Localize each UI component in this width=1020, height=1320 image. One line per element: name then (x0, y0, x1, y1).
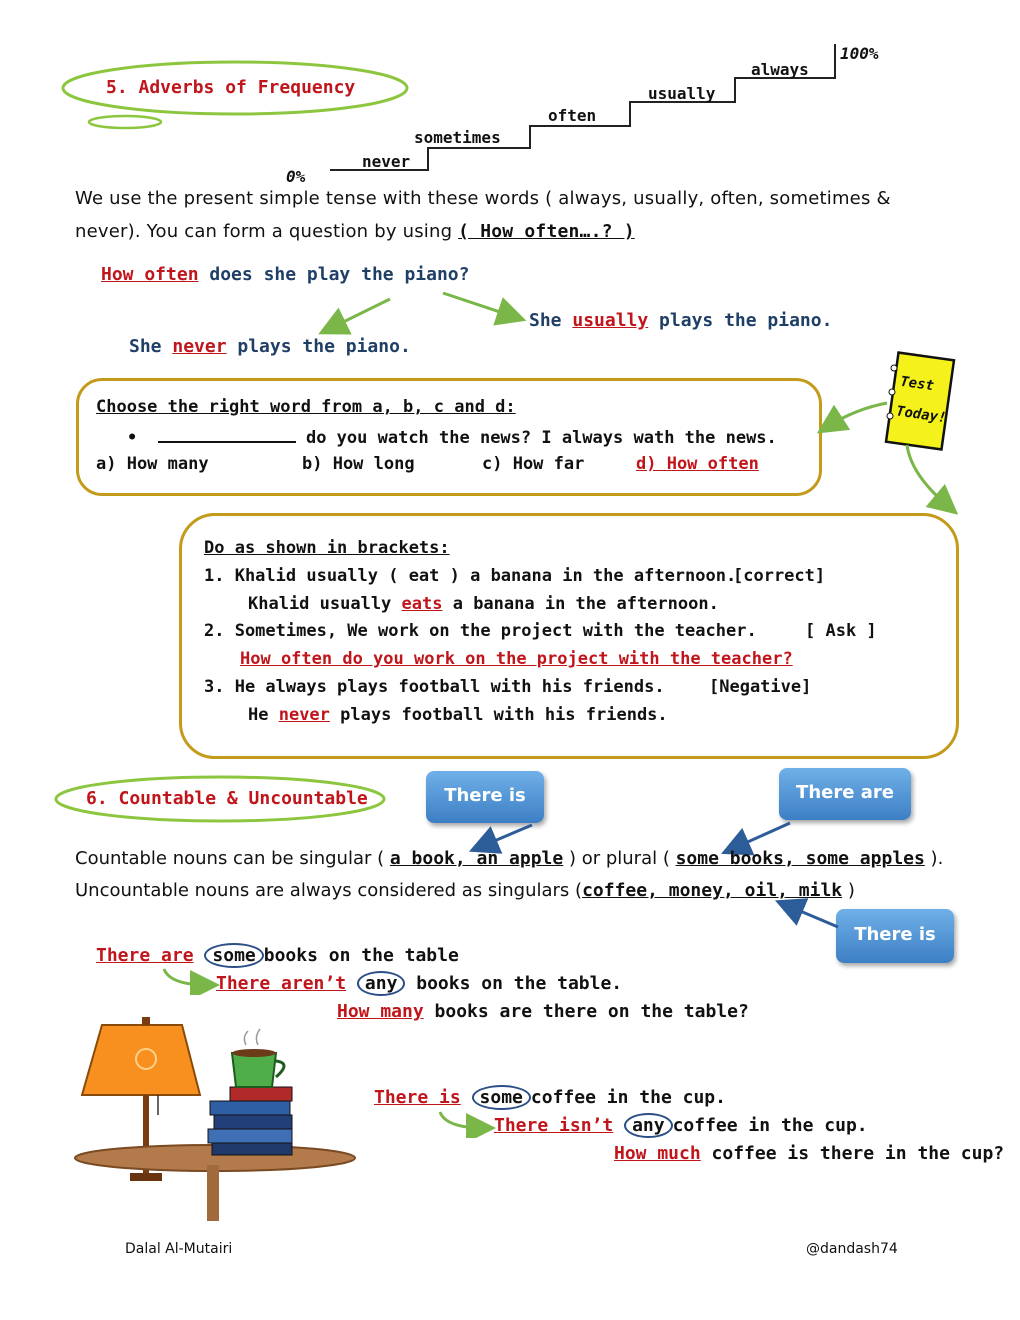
circled-any-2: any (624, 1113, 673, 1138)
answer-usually-highlight: usually (572, 310, 649, 331)
quiz-blank (158, 425, 296, 443)
arrow-to-negative (160, 965, 220, 995)
section5-title: 5. Adverbs of Frequency (106, 77, 356, 98)
footer-handle: @dandash74 (806, 1241, 898, 1257)
percent-low: 0% (286, 167, 306, 186)
example-there-arent-rest: books on the table. (405, 973, 623, 994)
example-how-many (337, 1001, 749, 1022)
countable-singular-examples: a book, an apple (389, 848, 564, 869)
table-lamp-books-cup-illustration (70, 1015, 370, 1225)
callout-there-is-singular: There is (426, 771, 544, 823)
quiz-heading: Choose the right word from a, b, c and d: (96, 397, 516, 417)
brackets-q3: 3. He always plays football with his friends. (204, 677, 665, 697)
example-there-isnt-rest: coffee in the cup. (672, 1115, 868, 1136)
brackets-q1-tag: [correct] (733, 566, 826, 586)
brackets-q2: 2. Sometimes, We work on the project with the teacher. (204, 621, 757, 641)
brackets-a1-highlight: eats (401, 594, 443, 614)
intro-line-2 (75, 221, 635, 242)
uncountable-examples: coffee, money, oil, milk (582, 880, 843, 901)
example-there-is (374, 1087, 726, 1108)
stair-usually: usually (648, 84, 716, 103)
example-there-isnt-highlight: There isn’t (494, 1115, 614, 1136)
brackets-a1-pre: Khalid usually (248, 594, 402, 614)
example-how-much-rest: coffee is there in the cup? (700, 1143, 1005, 1164)
answer-never-post: plays the piano. (226, 336, 411, 357)
brackets-q1: 1. Khalid usually ( eat ) a banana in the afternoon. (204, 566, 737, 586)
brackets-a3-post: plays football with his friends. (329, 705, 668, 725)
example-question-highlight: How often (101, 264, 199, 285)
countable-plural-examples: some books, some apples (675, 848, 925, 869)
answer-never-highlight: never (172, 336, 227, 357)
answer-usually (529, 310, 832, 331)
arrow-to-negative-2 (436, 1108, 496, 1138)
uncountable-line (75, 880, 855, 901)
intro-line-1: We use the present simple tense with these words ( always, usually, often, sometimes & (75, 188, 891, 209)
example-how-many-rest: books are there on the table? (423, 1001, 749, 1022)
example-there-arent-highlight: There aren’t (216, 973, 347, 994)
example-there-is-highlight: There is (374, 1087, 461, 1108)
quiz-question-text: do you watch the news? I always wath the news. (295, 428, 777, 448)
countable-line-pre: Countable nouns can be singular ( (75, 848, 390, 869)
note-arrows (815, 395, 965, 520)
example-there-are-highlight: There are (96, 945, 194, 966)
answer-never-pre: She (129, 336, 173, 357)
stair-sometimes: sometimes (414, 128, 501, 147)
example-there-are-rest: books on the table (263, 945, 459, 966)
uncountable-line-pre: Uncountable nouns are always considered as singulars ( (75, 880, 583, 901)
circled-some-2: some (472, 1085, 531, 1110)
how-often-question-form: ( How often….? ) (458, 221, 635, 242)
note-line-2: Today! (895, 403, 948, 427)
stair-always: always (751, 60, 809, 79)
example-there-isnt (494, 1115, 868, 1136)
footer-author: Dalal Al-Mutairi (125, 1241, 233, 1257)
brackets-a3 (248, 705, 668, 725)
section6-title: 6. Countable & Uncountable (86, 788, 368, 809)
brackets-q2-tag: [ Ask ] (805, 621, 877, 641)
quiz-option-a: a) How many (96, 454, 209, 474)
note-line-1: Test (899, 373, 935, 395)
countable-line (75, 848, 943, 869)
example-question (101, 264, 469, 285)
quiz-option-d: d) How often (636, 454, 759, 474)
example-there-arent (216, 973, 622, 994)
circled-any: any (357, 971, 406, 996)
circled-some: some (204, 943, 263, 968)
brackets-a1 (248, 594, 719, 614)
brackets-heading: Do as shown in brackets: (204, 538, 450, 558)
stair-never: never (362, 152, 411, 171)
example-question-rest: does she play the piano? (198, 264, 470, 285)
answer-never (129, 336, 411, 357)
callout-there-is-uncountable: There is (836, 909, 954, 963)
brackets-q3-tag: [Negative] (709, 677, 812, 697)
answer-usually-pre: She (529, 310, 573, 331)
quiz-option-b: b) How long (302, 454, 415, 474)
example-how-many-highlight: How many (337, 1001, 424, 1022)
quiz-question (127, 425, 777, 448)
example-there-is-rest: coffee in the cup. (530, 1087, 726, 1108)
brackets-a3-pre: He (248, 705, 279, 725)
answer-usually-post: plays the piano. (648, 310, 833, 331)
stair-often: often (548, 106, 597, 125)
countable-line-mid: ) or plural ( (563, 848, 676, 869)
example-how-much-highlight: How much (614, 1143, 701, 1164)
uncountable-line-post: ) (842, 880, 855, 901)
example-there-are (96, 945, 459, 966)
brackets-a1-post: a banana in the afternoon. (442, 594, 719, 614)
example-how-much (614, 1143, 1004, 1164)
callout-there-are-plural: There are (779, 768, 911, 820)
intro-line-2-text: never). You can form a question by using (75, 221, 459, 242)
quiz-option-c: c) How far (482, 454, 585, 474)
brackets-a3-highlight: never (278, 705, 330, 725)
brackets-a2: How often do you work on the project with the teacher? (240, 649, 793, 669)
percent-high: 100% (840, 44, 879, 63)
countable-line-post: ). (924, 848, 944, 869)
quiz-bullet: • (127, 428, 138, 448)
